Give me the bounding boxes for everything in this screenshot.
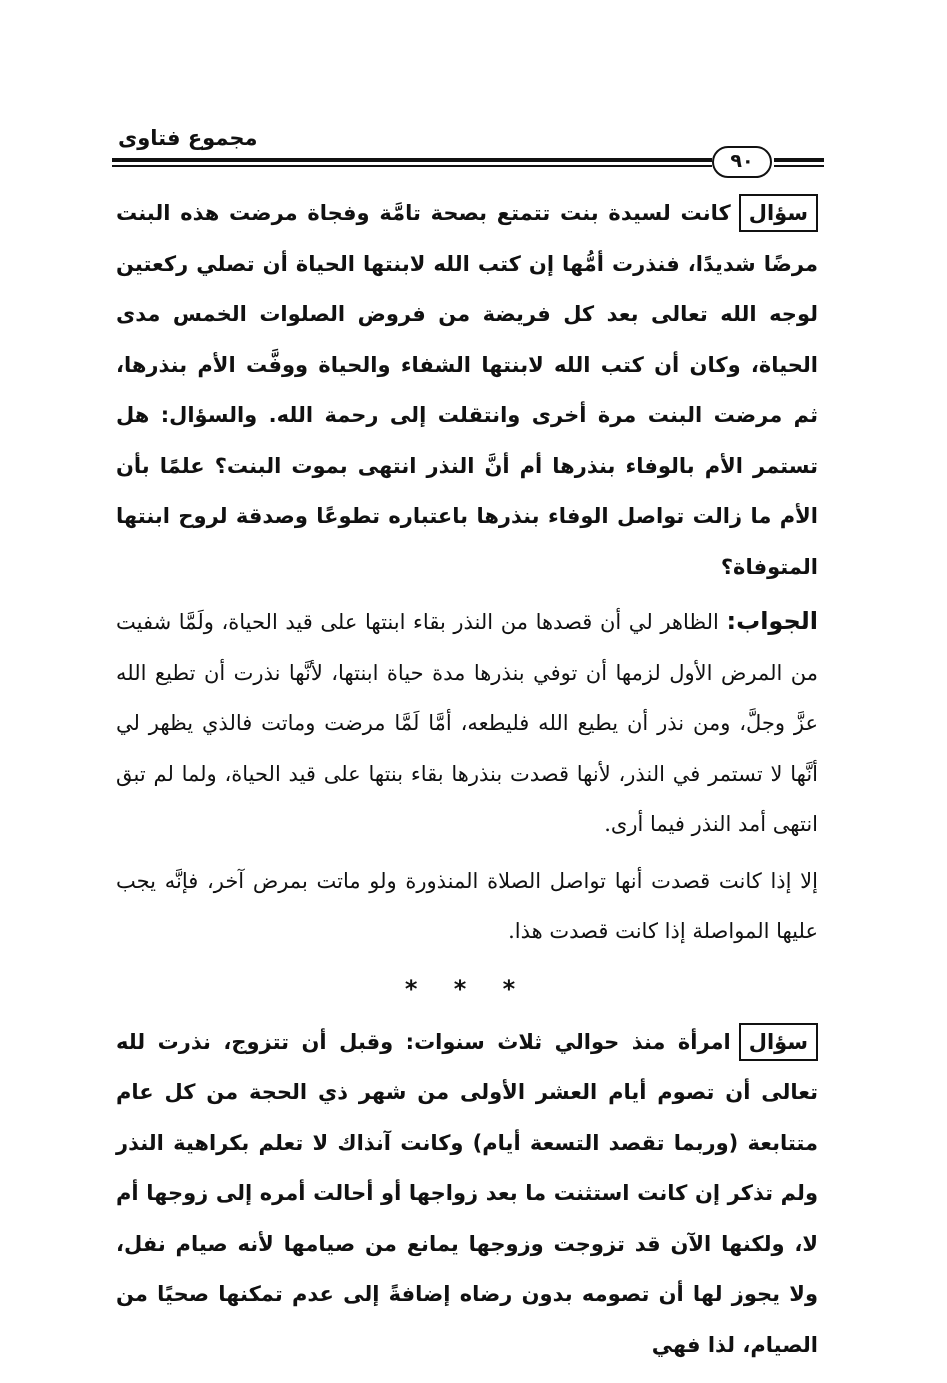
page-content (116, 188, 818, 1370)
book-title: مجموع فتاوى (118, 126, 258, 150)
page-header (112, 118, 824, 190)
header-rule-right-thin (774, 165, 824, 167)
question-2-text: امرأة منذ حوالي ثلاث سنوات: وقبل أن تتزوج، نذرت لله تعالى أن تصوم أيام العشر الأولى من شهر ذي الحجة من كل عام متتابعة (وربما تقصد التسعة أيام) وكانت آنذاك لا تعلم بكراهية النذر ولم تذكر إن كانت استثنت ما بعد زواجها أو أحالت أمره إلى زوجها أم لا، ولكنها الآن قد تزوجت وزوجها يمانع من صيامها لأنه صيام نفل، ولا يجوز لها أن تصومه بدون رضاه إضافةً إلى عدم تمكنها صحيًا من الصيام، لذا فهي (116, 1029, 818, 1357)
answer-1-text: الظاهر لي أن قصدها من النذر بقاء ابنتها على قيد الحياة، ولَمَّا شفيت من المرض الأول لزمها أن توفي بنذرها مدة حياة ابنتها، لأنَّها نذرت أن تطيع الله عزَّ وجلَّ، ومن نذر أن يطيع الله فليطعه، أمَّا لَمَّا مرضت وماتت فالذي يظهر لي أنَّها لا تستمر في النذر، لأنها قصدت بنذرها بقاء بنتها على قيد الحياة، ولما لم تبق انتهى أمد النذر فيما أرى. (116, 610, 818, 836)
answer-1 (116, 596, 818, 850)
question-1-text: كانت لسيدة بنت تتمتع بصحة تامَّة وفجاة مرضت هذه البنت مرضًا شديدًا، فنذرت أمُّها إن كتب الله لابنتها الحياة أن تصلي ركعتين لوجه الله تعالى بعد كل فريضة من فروض الصلوات الخمس مدى الحياة، وكان أن كتب الله لابنتها الشفاء والحياة ووفَّت الأم بنذرها، ثم مرضت البنت مرة أخرى وانتقلت إلى رحمة الله. والسؤال: هل تستمر الأم بالوفاء بنذرها أم أنَّ النذر انتهى بموت البنت؟ علمًا بأن الأم ما زالت تواصل الوفاء بنذرها باعتباره تطوعًا وصدقة لروح ابنتها المتوفاة؟ (116, 201, 818, 579)
question-1-label: سؤال (739, 194, 818, 232)
question-2 (116, 1017, 818, 1371)
header-rule-right-thick (774, 158, 824, 162)
answer-1-label: الجواب: (726, 607, 819, 635)
answer-1-continued: إلا إذا كانت قصدت أنها تواصل الصلاة المنذورة ولو ماتت بمرض آخر، فإنَّه يجب عليها المواصلة إذا كانت قصدت هذا. (116, 868, 818, 943)
header-rule-thick (112, 158, 712, 162)
page-number: ٩٠ (712, 146, 772, 178)
section-separator: * * * (404, 974, 530, 1003)
header-rule-thin (112, 165, 712, 167)
question-1 (116, 188, 818, 592)
question-2-label: سؤال (739, 1023, 818, 1061)
